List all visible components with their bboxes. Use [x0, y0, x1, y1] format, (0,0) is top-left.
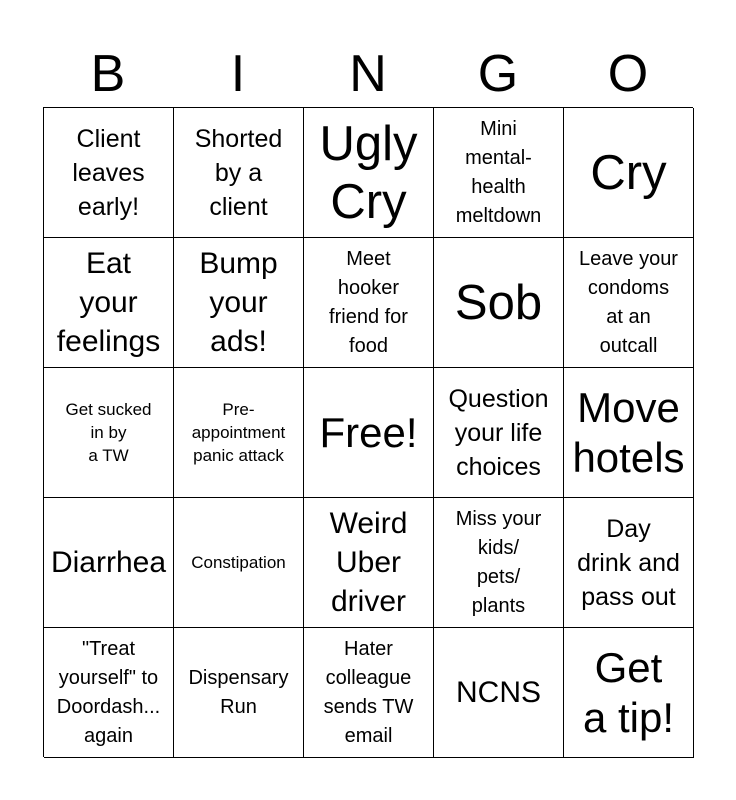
bingo-cell[interactable]: Weird Uber driver — [304, 498, 434, 628]
bingo-cell[interactable]: Meet hooker friend for food — [304, 238, 434, 368]
bingo-cell[interactable]: Day drink and pass out — [564, 498, 694, 628]
bingo-cell[interactable]: "Treat yourself" to Doordash... again — [44, 628, 174, 758]
bingo-cell[interactable]: Pre- appointment panic attack — [174, 368, 304, 498]
bingo-cell[interactable]: Shorted by a client — [174, 108, 304, 238]
bingo-cell[interactable]: Client leaves early! — [44, 108, 174, 238]
bingo-cell[interactable]: Cry — [564, 108, 694, 238]
header-letter-o: O — [607, 45, 649, 103]
bingo-cell[interactable]: Sob — [434, 238, 564, 368]
bingo-cell[interactable]: Hater colleague sends TW email — [304, 628, 434, 758]
bingo-cell[interactable]: Diarrhea — [44, 498, 174, 628]
header-letter-i: I — [230, 45, 246, 103]
bingo-cell[interactable]: Move hotels — [564, 368, 694, 498]
bingo-cell[interactable]: Dispensary Run — [174, 628, 304, 758]
header-letter-b: B — [90, 45, 126, 103]
bingo-header — [43, 40, 693, 108]
bingo-cell[interactable]: NCNS — [434, 628, 564, 758]
bingo-card — [43, 107, 693, 757]
bingo-cell[interactable]: Miss your kids/ pets/ plants — [434, 498, 564, 628]
header-letter-n: N — [349, 45, 387, 103]
header-letter-g: G — [477, 45, 519, 103]
bingo-cell[interactable]: Question your life choices — [434, 368, 564, 498]
bingo-cell free-space[interactable]: Free! — [304, 368, 434, 498]
bingo-cell[interactable]: Mini mental- health meltdown — [434, 108, 564, 238]
bingo-cell[interactable]: Get a tip! — [564, 628, 694, 758]
bingo-cell[interactable]: Constipation — [174, 498, 304, 628]
bingo-cell[interactable]: Bump your ads! — [174, 238, 304, 368]
bingo-cell[interactable]: Get sucked in by a TW — [44, 368, 174, 498]
bingo-cell[interactable]: Eat your feelings — [44, 238, 174, 368]
bingo-cell[interactable]: Leave your condoms at an outcall — [564, 238, 694, 368]
bingo-cell[interactable]: Ugly Cry — [304, 108, 434, 238]
